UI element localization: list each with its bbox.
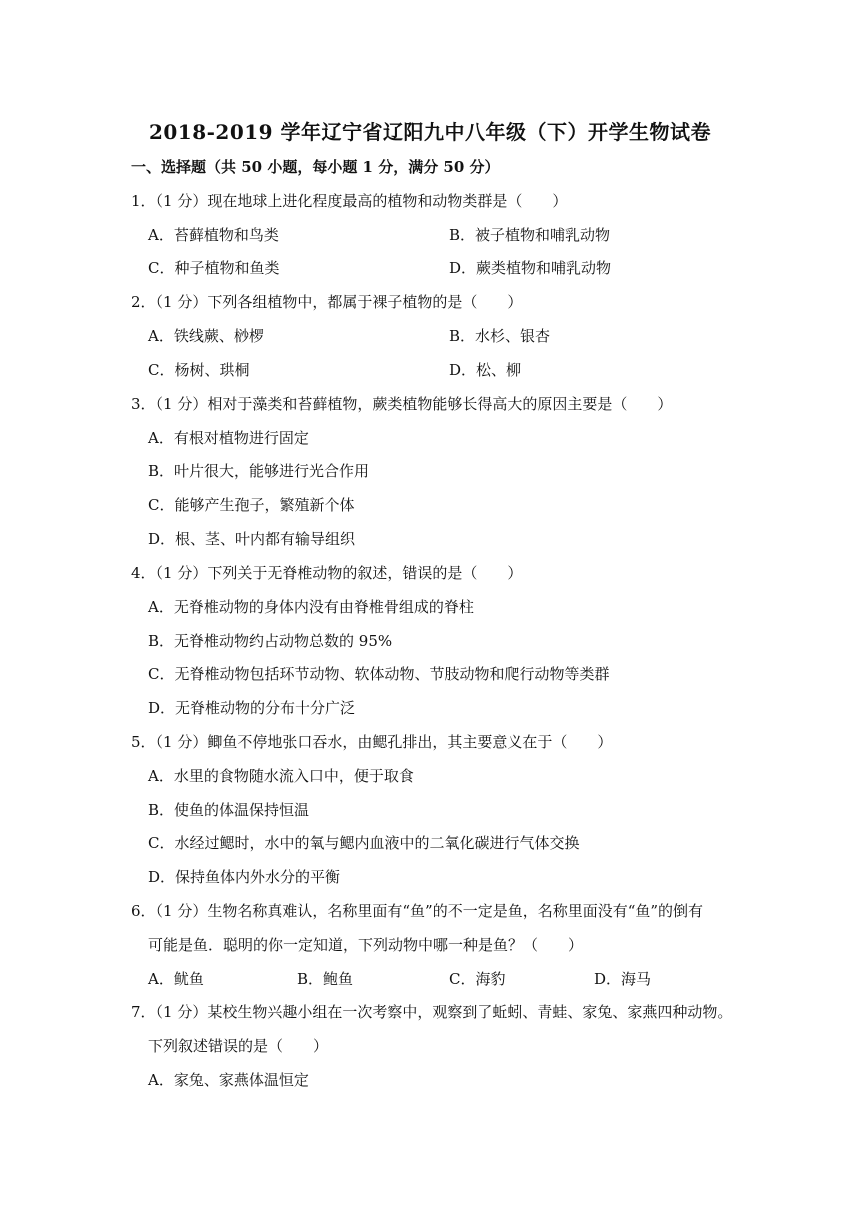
question-stem: 2．（1 分）下列各组植物中，都属于裸子植物的是（ ） — [131, 293, 523, 311]
section-heading: 一、选择题（共 50 小题，每小题 1 分，满分 50 分） — [131, 158, 500, 176]
question-stem-continued: 可能是鱼．聪明的你一定知道，下列动物中哪一种是鱼？（ ） — [148, 936, 584, 954]
option-a: A．水里的食物随水流入口中，便于取食 — [148, 767, 414, 785]
question-stem: 3．（1 分）相对于藻类和苔藓植物，蕨类植物能够长得高大的原因主要是（ ） — [131, 395, 673, 413]
option-a: A．无脊椎动物的身体内没有由脊椎骨组成的脊柱 — [148, 598, 474, 616]
option-b: B．水杉、银杏 — [449, 327, 551, 345]
option-b: B．被子植物和哺乳动物 — [449, 226, 611, 244]
option-c: C．海豹 — [449, 970, 506, 988]
question-stem: 1．（1 分）现在地球上进化程度最高的植物和动物类群是（ ） — [131, 192, 568, 210]
option-a: A．家兔、家燕体温恒定 — [148, 1071, 309, 1089]
option-b: B．鲍鱼 — [297, 970, 354, 988]
question-stem: 5．（1 分）鲫鱼不停地张口吞水，由鳃孔排出，其主要意义在于（ ） — [131, 733, 613, 751]
option-d: D．保持鱼体内外水分的平衡 — [148, 868, 341, 886]
option-a: A．苔藓植物和鸟类 — [148, 226, 279, 244]
option-d: D．松、柳 — [449, 361, 522, 379]
option-a: A．铁线蕨、桫椤 — [148, 327, 264, 345]
question-stem: 7．（1 分）某校生物兴趣小组在一次考察中，观察到了蚯蚓、青蛙、家兔、家燕四种动物。 — [131, 1003, 733, 1021]
option-b: B．无脊椎动物约占动物总数的 95% — [148, 632, 393, 650]
option-d: D．根、茎、叶内都有输导组织 — [148, 530, 356, 548]
option-c: C．能够产生孢子，繁殖新个体 — [148, 496, 355, 514]
question-stem: 4．（1 分）下列关于无脊椎动物的叙述，错误的是（ ） — [131, 564, 523, 582]
option-c: C．无脊椎动物包括环节动物、软体动物、节肢动物和爬行动物等类群 — [148, 665, 610, 683]
option-d: D．无脊椎动物的分布十分广泛 — [148, 699, 356, 717]
option-c: C．种子植物和鱼类 — [148, 259, 280, 277]
option-a: A．有根对植物进行固定 — [148, 429, 309, 447]
option-b: B．叶片很大，能够进行光合作用 — [148, 462, 370, 480]
page-title: 2018-2019 学年辽宁省辽阳九中八年级（下）开学生物试卷 — [148, 120, 712, 144]
option-c: C．杨树、珙桐 — [148, 361, 250, 379]
option-c: C．水经过鳃时，水中的氧与鳃内血液中的二氧化碳进行气体交换 — [148, 834, 580, 852]
option-d: D．海马 — [594, 970, 652, 988]
option-a: A．鱿鱼 — [148, 970, 204, 988]
option-d: D．蕨类植物和哺乳动物 — [449, 259, 612, 277]
question-stem: 6．（1 分）生物名称真难认，名称里面有“鱼”的不一定是鱼，名称里面没有“鱼”的倒有 — [131, 902, 704, 920]
option-b: B．使鱼的体温保持恒温 — [148, 801, 310, 819]
question-stem-continued: 下列叙述错误的是（ ） — [148, 1037, 329, 1055]
